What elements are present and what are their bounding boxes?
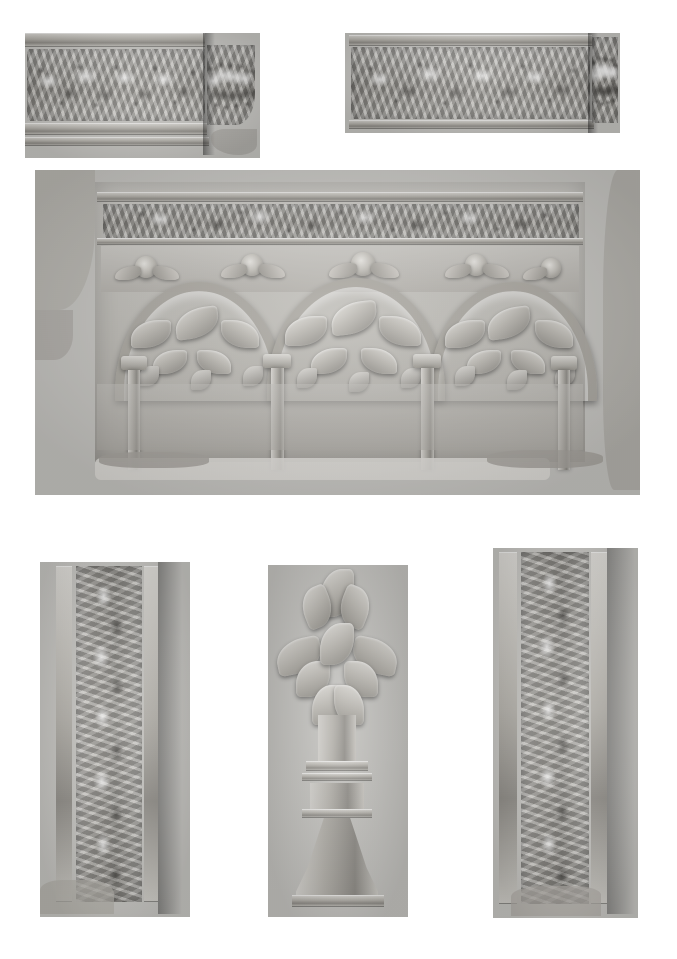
carved-pilaster-panel-left: [40, 562, 190, 917]
panel-mid-rail: [97, 238, 583, 245]
cornice-moulding-top: [349, 35, 592, 46]
socle-moulding-upper: [306, 761, 368, 771]
gothic-tracery-arcade-panel: [35, 170, 640, 495]
shaft-capital: [551, 356, 577, 370]
corner-shadow: [588, 33, 598, 133]
socle-moulding-mid: [302, 773, 372, 781]
foot-base-moulding: [292, 895, 384, 907]
shaft-capital: [263, 354, 291, 368]
cornice-moulding-bottom: [349, 120, 594, 129]
carved-foliage-frieze-right: [345, 33, 620, 133]
paper-blemish: [511, 886, 601, 916]
paper-blemish: [211, 129, 257, 155]
finial-flaring-foot: [296, 818, 378, 898]
socle-die: [310, 783, 364, 809]
socle-moulding-lower: [302, 809, 372, 818]
shaft-capital: [413, 354, 441, 368]
pilaster-inner-moulding: [591, 552, 607, 904]
pilaster-edge-shadow: [158, 562, 182, 914]
cornice-moulding-bottom: [25, 123, 207, 135]
vine-carving-band: [76, 566, 142, 902]
foliage-carving-band-left: [27, 49, 205, 121]
paper-tear-right: [603, 170, 640, 490]
foliage-carving-band-right: [351, 47, 590, 119]
shaft-capital: [121, 356, 147, 370]
finial-neck: [318, 715, 356, 765]
base-moulding: [25, 137, 209, 146]
paper-tear-left: [35, 170, 95, 310]
finial-leaf: [320, 623, 354, 665]
pilaster-edge-shadow: [607, 548, 635, 914]
panel-lower-wall: [97, 384, 583, 450]
pilaster-inner-moulding: [144, 566, 158, 902]
foliate-finial: [268, 565, 408, 917]
cornice-moulding-top: [25, 33, 205, 47]
panel-top-rail: [97, 192, 583, 202]
vine-carving-band: [521, 552, 589, 904]
pilaster-outer-moulding: [56, 566, 72, 902]
upper-foliage-frieze: [103, 204, 579, 238]
carved-foliage-frieze-left: [25, 33, 260, 158]
paper-blemish-bottom-right: [487, 450, 603, 468]
pilaster-outer-moulding: [499, 552, 517, 904]
paper-tear-left-lower: [35, 310, 73, 360]
paper-blemish: [40, 880, 114, 914]
carved-pilaster-panel-right: [493, 548, 638, 918]
paper-blemish-bottom-left: [99, 452, 209, 468]
